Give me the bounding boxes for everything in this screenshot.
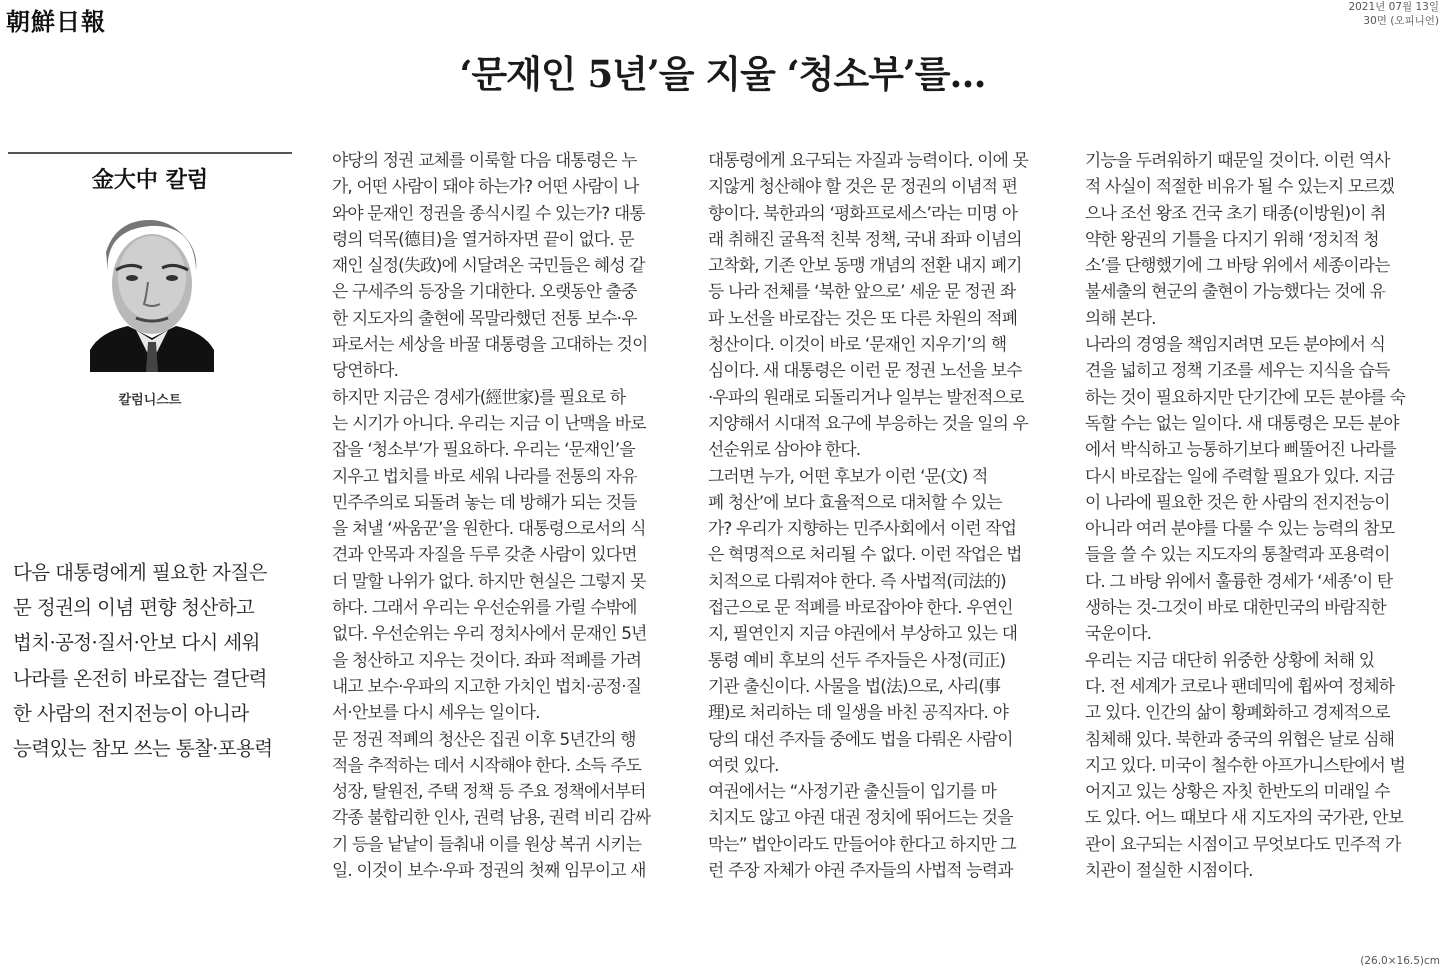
text-line: 는 시기가 아니다. 우리는 지금 이 난맥을 바로 — [332, 412, 646, 433]
text-line: 불세출의 현군의 출현이 가능했다는 것에 유 — [1085, 281, 1386, 302]
text-line: 에서 박식하고 능통하기보다 삐뚤어진 나라를 — [1085, 439, 1396, 460]
text-line: ·우파의 원래로 되돌리거나 일부는 발전적으로 — [708, 386, 1024, 407]
text-line: 우리는 지금 대단히 위중한 상황에 처해 있 — [1085, 649, 1375, 670]
text-line: 을 청산하고 지우는 것이다. 좌파 적폐를 가려 — [332, 649, 642, 670]
text-line: 고 있다. 인간의 삶이 황폐화하고 경제적으로 — [1085, 702, 1390, 723]
text-line: 생하는 것-그것이 바로 대한민국의 바람직한 — [1085, 597, 1386, 618]
text-line: 파로서는 세상을 바꿀 대통령을 고대하는 것이 — [332, 334, 648, 355]
body-column-1 — [332, 147, 684, 883]
text-line: 은 혁명적으로 처리될 수 없다. 이런 작업은 법 — [708, 544, 1022, 565]
text-line: 당연하다. — [332, 360, 399, 381]
text-line: 적을 추적하는 데서 시작해야 한다. 소득 주도 — [332, 754, 642, 775]
text-line: 어지고 있는 상황은 자칫 한반도의 미래일 수 — [1085, 781, 1390, 802]
text-line: 지고 있다. 미국이 철수한 아프가니스탄에서 벌 — [1085, 754, 1406, 775]
text-line: 하지만 지금은 경세가(經世家)를 필요로 하 — [332, 386, 626, 407]
text-line: 국운이다. — [1085, 623, 1152, 644]
text-line: 적 사실이 적절한 비유가 될 수 있는지 모르겠 — [1085, 176, 1395, 197]
text-line: 기관 출신이다. 사물을 법(法)으로, 사리(事 — [708, 675, 1001, 696]
column-name: 金大中 칼럼 — [91, 167, 209, 193]
text-line: 지, 필연인지 지금 야권에서 부상하고 있는 대 — [708, 623, 1018, 644]
text-line: 들을 쓸 수 있는 지도자의 통찰력과 포용력이 — [1085, 544, 1390, 565]
pull-quote — [13, 555, 303, 766]
text-line: 여권에서는 “사정기관 출신들이 입기를 마 — [708, 781, 997, 802]
pull-quote-line: 다음 대통령에게 필요한 자질은 — [13, 561, 267, 584]
text-line: 심이다. 새 대통령은 이런 문 정권 노선을 보수 — [708, 360, 1022, 381]
columnist-caption: 칼럼니스트 — [118, 393, 182, 408]
text-line: 약한 왕권의 기틀을 다지기 위해 ‘정치적 청 — [1085, 228, 1379, 249]
text-line: 다. 전 세계가 코로나 팬데믹에 휩싸여 정체하 — [1085, 675, 1395, 696]
text-line: 아니라 여러 분야를 다룰 수 있는 능력의 참모 — [1085, 518, 1395, 539]
text-line: 령의 덕목(德目)을 열거하자면 끝이 없다. 문 — [332, 228, 634, 249]
publish-date: 2021년 07월 13일 — [1348, 1, 1439, 13]
text-line: 일. 이것이 보수·우파 정권의 첫째 임무이고 새 — [332, 860, 646, 881]
text-line: 을 쳐낼 ‘싸움꾼’을 원한다. 대통령으로서의 식 — [332, 518, 646, 539]
text-line: 도 있다. 어느 때보다 새 지도자의 국가관, 안보 — [1085, 807, 1404, 828]
text-line: 소’를 단행했기에 그 바탕 위에서 세종이라는 — [1085, 255, 1390, 276]
text-line: 나라의 경영을 책임지려면 모든 분야에서 식 — [1085, 334, 1386, 355]
text-line: 고착화, 기존 안보 동맹 개념의 전환 내지 폐기 — [708, 255, 1022, 276]
text-line: 침체해 있다. 북한과 중국의 위협은 날로 심해 — [1085, 728, 1395, 749]
text-line: 각종 불합리한 인사, 권력 남용, 권력 비리 감싸 — [332, 807, 651, 828]
text-line: 지양해서 시대적 요구에 부응하는 것을 일의 우 — [708, 412, 1029, 433]
text-line: 야당의 정권 교체를 이룩할 다음 대통령은 누 — [332, 150, 637, 170]
text-line: 이 나라에 필요한 것은 한 사람의 전지전능이 — [1085, 491, 1390, 512]
text-line: 선순위로 삼아야 한다. — [708, 439, 861, 460]
text-line: 다시 바로잡는 일에 주력할 필요가 있다. 지금 — [1085, 465, 1395, 486]
text-line: 당의 대선 주자들 중에도 법을 다뤄온 사람이 — [708, 728, 1013, 749]
text-line: 와야 문재인 정권을 종식시킬 수 있는가? 대통 — [332, 202, 645, 223]
text-line: 성장, 탈원전, 주택 정책 등 주요 정책에서부터 — [332, 781, 646, 802]
text-line: 민주주의로 되돌려 놓는 데 방해가 되는 것들 — [332, 491, 637, 512]
text-line: 기능을 두려워하기 때문일 것이다. 이런 역사 — [1085, 150, 1390, 170]
pull-quote-line: 능력있는 참모 쓰는 통찰·포용력 — [13, 737, 273, 761]
headline: ‘문재인 5년’을 지울 ‘청소부’를… — [459, 52, 986, 96]
text-line: 접근으로 문 적폐를 바로잡아야 한다. 우연인 — [708, 597, 1013, 618]
body-column-2 — [708, 147, 1060, 883]
text-line: 없다. 우선순위는 우리 정치사에서 문재인 5년 — [332, 623, 647, 644]
page-section: 30면 (오피니언) — [1363, 15, 1439, 27]
pull-quote-line: 법치·공정·질서·안보 다시 세워 — [13, 631, 260, 655]
text-line: 여럿 있다. — [708, 754, 779, 775]
text-line: 막는” 법안이라도 만들어야 한다고 하지만 그 — [708, 833, 1016, 854]
text-line: 통령 예비 후보의 선두 주자들은 사정(司正) — [708, 649, 1006, 670]
pull-quote-line: 나라를 온전히 바로잡는 결단력 — [13, 666, 267, 690]
text-line: 가? 우리가 지향하는 민주사회에서 이런 작업 — [708, 518, 1017, 539]
text-line: 내고 보수·우파의 지고한 가치인 법치·공정·질 — [332, 675, 642, 696]
text-line: 치관이 절실한 시점이다. — [1085, 860, 1253, 881]
text-line: 서·안보를 다시 세우는 일이다. — [332, 702, 540, 723]
pull-quote-line: 문 정권의 이념 편향 청산하고 — [13, 596, 255, 620]
columnist-portrait — [90, 212, 214, 372]
text-line: 으나 조선 왕조 건국 초기 태종(이방원)이 취 — [1085, 202, 1386, 223]
masthead-logo: 朝鮮日報 — [6, 7, 106, 36]
text-line: 폐 청산’에 보다 효율적으로 대처할 수 있는 — [708, 491, 1002, 512]
text-line: 다. 그 바탕 위에서 훌륭한 경세가 ‘세종’이 탄 — [1085, 570, 1393, 591]
text-line: 문 정권 적폐의 청산은 집권 이후 5년간의 행 — [332, 728, 636, 749]
text-line: 기 등을 낱낱이 들춰내 이를 원상 복귀 시키는 — [332, 833, 642, 854]
text-line: 청산이다. 이것이 바로 ‘문재인 지우기’의 핵 — [708, 334, 1007, 355]
text-line: 독할 수는 없는 일이다. 새 대통령은 모든 분야 — [1085, 412, 1399, 433]
text-line: 잡을 ‘청소부’가 필요하다. 우리는 ‘문재인’을 — [332, 439, 635, 460]
text-line: 등 나라 전체를 ‘북한 앞으로’ 세운 문 정권 좌 — [708, 281, 1016, 302]
text-line: 런 주장 자체가 야권 주자들의 사법적 능력과 — [708, 860, 1013, 881]
text-line: 향이다. 북한과의 ‘평화프로세스’라는 미명 아 — [708, 202, 1018, 223]
pull-quote-line: 한 사람의 전지전능이 아니라 — [13, 701, 249, 725]
text-line: 래 취해진 굴욕적 친북 정책, 국내 좌파 이념의 — [708, 228, 1022, 249]
sidebar-divider — [8, 152, 292, 154]
text-line: 가, 어떤 사람이 돼야 하는가? 어떤 사람이 나 — [332, 176, 639, 197]
text-line: 하다. 그래서 우리는 우선순위를 가릴 수밖에 — [332, 597, 637, 618]
text-line: 재인 실정(失政)에 시달려온 국민들은 혜성 같 — [332, 255, 645, 276]
text-line: 견을 넓히고 정책 기조를 세우는 지식을 습득 — [1085, 360, 1390, 381]
text-line: 지우고 법치를 바로 세워 나라를 전통의 자유 — [332, 465, 637, 486]
text-line: 지않게 청산해야 할 것은 문 정권의 이념적 편 — [708, 176, 1018, 197]
text-line: 은 구세주의 등장을 기대한다. 오랫동안 출중 — [332, 281, 637, 302]
text-line: 대통령에게 요구되는 자질과 능력이다. 이에 못 — [708, 150, 1029, 170]
text-line: 더 말할 나위가 없다. 하지만 현실은 그렇지 못 — [332, 570, 646, 591]
text-line: 그러면 누가, 어떤 후보가 이런 ‘문(文) 적 — [708, 465, 988, 486]
text-line: 관이 요구되는 시점이고 무엇보다도 민주적 가 — [1085, 833, 1401, 854]
text-line: 파 노선을 바로잡는 것은 또 다른 차원의 적폐 — [708, 307, 1018, 328]
text-line: 한 지도자의 출현에 목말라했던 전통 보수·우 — [332, 307, 637, 328]
text-line: 하는 것이 필요하지만 단기간에 모든 분야를 숙 — [1085, 386, 1406, 407]
size-note: (26.0×16.5)cm — [1360, 955, 1440, 967]
text-line: 의해 본다. — [1085, 307, 1156, 328]
text-line: 치적으로 다뤄져야 한다. 즉 사법적(司法的) — [708, 570, 1006, 591]
text-line: 理)로 처리하는 데 일생을 바친 공직자다. 야 — [708, 702, 1009, 723]
edition-info — [1348, 0, 1439, 28]
text-line: 치지도 않고 야권 대권 정치에 뛰어드는 것을 — [708, 807, 1013, 828]
body-column-3 — [1085, 147, 1437, 883]
text-line: 견과 안목과 자질을 두루 갖춘 사람이 있다면 — [332, 544, 637, 565]
